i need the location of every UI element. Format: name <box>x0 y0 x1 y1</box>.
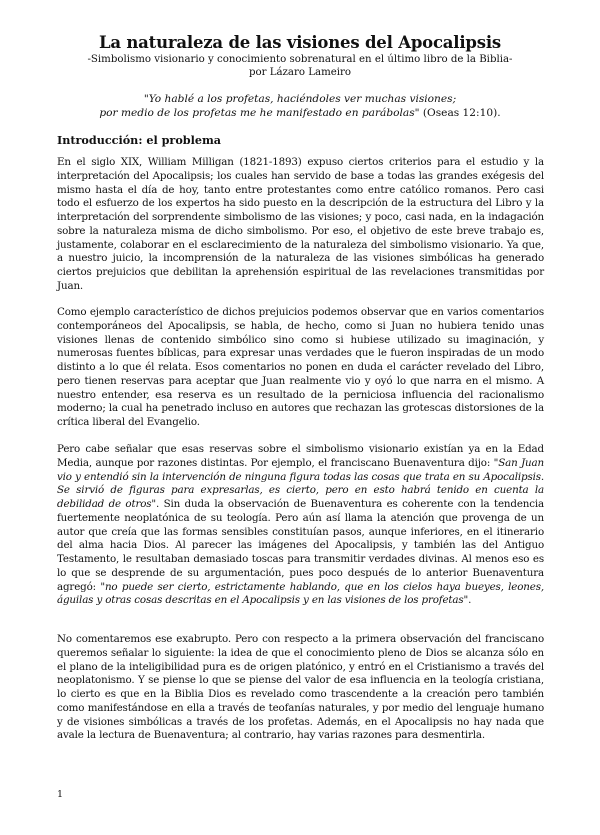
paragraph-2 <box>57 306 544 430</box>
document-subtitle <box>40 53 560 79</box>
paragraph-text: Como ejemplo característico de dichos prejuicios podemos observar que en varios comentarios contemporáneos del Apocalipsis, se habla, de hecho, como si Juan no hubiera tenido unas visiones llenas de contenido simbólico sino como si hubiese utilizado su imaginación, y numerosas fuentes bíblicas, para expresar unas verdades que le fueron inspiradas de un modo distinto a lo que él relata. Esos comentarios no ponen en duda el carácter revelado del Libro, pero tienen reservas para aceptar que Juan realmente vio y oyó lo que narra en el mismo. A nuestro entender, esa reserva es un resultado de la perniciosa influencia del racionalismo moderno; la cual ha penetrado incluso en autores que rechazan las grotescas distorsiones de la crítica liberal del Evangelio. <box>57 306 544 428</box>
paragraph-text: En el siglo XIX, William Milligan (1821-1893) expuso ciertos criterios para el estudio y la interpretación del Apocalipsis; los cuales han servido de base a todas las grandes exégesis del mismo hasta el día de hoy, tanto entre protestantes como entre católico romanos. Pero casi todo el esfuerzo de los expertos ha sido puesto en la descripción de la estructura del Libro y la interpretación del sorprendente simbolismo de las visiones; y poco, casi nada, en la indagación sobre la naturaleza misma de dicho simbolismo. Por eso, el objetivo de este breve trabajo es, justamente, colaborar en el esclarecimiento de la naturaleza del simbolismo visionario. Ya que, a nuestro juicio, la incomprensión de la naturaleza de las visiones simbólicas ha generado ciertos prejuicios que debilitan la aprehensión espiritual de las revelaciones transmitidas por Juan. <box>57 156 544 292</box>
document-title: La naturaleza de las visiones del Apocalipsis <box>98 33 502 52</box>
epigraph-line: "Yo hablé a los profetas, haciéndoles ver muchas visiones; <box>143 93 457 105</box>
epigraph-reference: (Oseas 12:10). <box>419 107 501 119</box>
subtitle-line: -Simbolismo visionario y conocimiento sobrenatural en el último libro de la Biblia- <box>87 54 513 65</box>
epigraph-line: por medio de los profetas me he manifestado en parábolas" <box>99 107 420 119</box>
paragraph-text-part: Pero cabe señalar que esas reservas sobre el simbolismo visionario existían ya en la Edad Media, aunque por razones distintas. Por ejemplo, el franciscano Buenaventura dijo: <box>57 443 544 469</box>
quoted-text: "no puede ser cierto, estrictamente hablando, que en los cielos haya bueyes, leones, águilas y otras cosas descritas en el Apocalipsis y en las visiones de los profetas" <box>57 580 544 607</box>
paragraph-text-part: . Sin duda la observación de Buenaventura es coherente con la tendencia fuertemente neoplatónica de su teología. Pero aún así llama la atención que provenga de un autor que creía que las formas sensibles constituían pasos, aunque inferiores, en el itinerario del alma hacia Dios. Al parecer las imágenes del Apocalipsis, y también las del Antiguo Testamento, le resultaban demasiado toscas para transmitir verdades divinas. Al menos eso es lo que se desprende de su argumentación, pues poco después de lo anterior Buenaventura agregó: <box>57 498 544 593</box>
author-line: por Lázaro Lameiro <box>248 67 352 78</box>
paragraph-text <box>57 443 544 608</box>
epigraph-quote <box>40 92 560 120</box>
paragraph-text: No comentaremos ese exabrupto. Pero con respecto a la primera observación del franciscano queremos señalar lo siguiente: la idea de que el conocimiento pleno de Dios se alcanza sólo en el plano de la inteligibilidad pura es de origen platónico, y entró en el Cristianismo a través del neoplatonismo. Y se piense lo que se piense del valor de esa influencia en la teología cristiana, lo cierto es que en la Biblia Dios es revelado como trascendente a la creación pero también como manifestándose en ella a través de teofanías naturales, y por medio del lenguaje humano y de visiones simbólicas a través de los profetas. Además, en el Apocalipsis no hay nada que avale la lectura de Buenaventura; al contrario, hay varias razones para desmentirla. <box>57 633 544 742</box>
page-number: 1 <box>57 789 64 800</box>
paragraph-3 <box>57 443 544 608</box>
quoted-text: "San Juan vio y entendió sin la intervención de ninguna figura todas las cosas que trata en su Apocalipsis. Se sirvió de figuras para expresarlas, es cierto, pero en esto habrá tenido en cuenta la debilidad de otros" <box>57 456 545 510</box>
paragraph-4 <box>57 633 544 743</box>
section-heading: Introducción: el problema <box>57 133 222 147</box>
paragraph-text-part: . <box>468 594 472 607</box>
paragraph-1 <box>57 156 544 294</box>
